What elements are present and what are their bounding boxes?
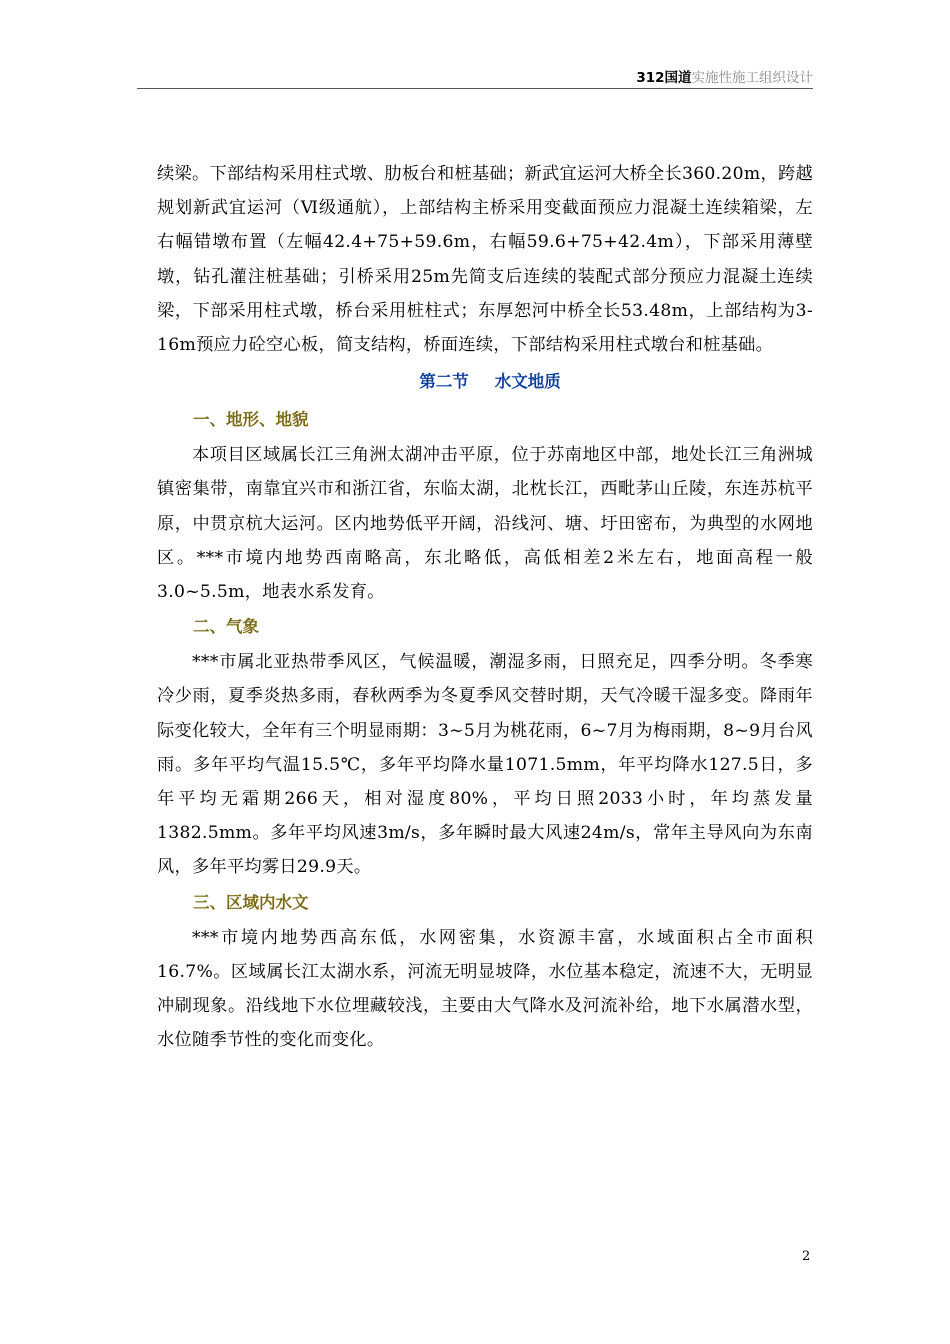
subsection-text-weather: ***市属北亚热带季风区，气候温暖，潮湿多雨，日照充足，四季分明。冬季寒冷少雨，夏季炎热多雨，春秋两季为冬夏季风交替时期，天气冷暖干湿多变。降雨年际变化较大，全年有三个明显雨期：3~5月为桃花雨，6~7月为梅雨期，8~9月台风雨。多年平均气温15.5℃，多年平均降水量1071.5mm，年平均降水127.5日，多年平均无霜期266天，相对湿度80%，平均日照2033小时，年均蒸发量1382.5mm。多年平均风速3m/s，多年瞬时最大风速24m/s，常年主导风向为东南风，多年平均雾日29.9天。 bbox=[157, 652, 813, 878]
section-name: 水文地质 bbox=[494, 372, 561, 392]
header-title bbox=[636, 66, 813, 86]
header-title-light: 实施性施工组织设计 bbox=[691, 70, 813, 86]
page-content bbox=[157, 157, 813, 1057]
intro-paragraph: 续梁。下部结构采用柱式墩、肋板台和桩基础；新武宜运河大桥全长360.20m，跨越规划新武宜运河（Ⅵ级通航），上部结构主桥采用变截面预应力混凝土连续箱梁，左右幅错墩布置（左幅42.4+75+59.6m，右幅59.6+75+42.4m），下部采用薄壁墩，钻孔灌注桩基础；引桥采用25m先简支后连续的装配式部分预应力混凝土连续梁，下部采用柱式墩，桥台采用桩柱式；东厚恕河中桥全长53.48m，上部结构为3-16m预应力砼空心板，简支结构，桥面连续，下部结构采用柱式墩台和桩基础。 bbox=[157, 164, 813, 356]
section-title bbox=[157, 362, 813, 402]
page-header bbox=[137, 62, 813, 90]
subsection-title-hydrology: 三、区域内水文 bbox=[193, 892, 309, 912]
page-number: 2 bbox=[802, 1249, 811, 1264]
subsection-title-weather: 二、气象 bbox=[193, 617, 259, 637]
header-divider bbox=[137, 88, 813, 89]
subsection-text-hydrology: ***市境内地势西高东低，水网密集，水资源丰富，水域面积占全市面积16.7%。区域属长江太湖水系，河流无明显坡降，水位基本稳定，流速不大，无明显冲刷现象。沿线地下水位埋藏较浅，主要由大气降水及河流补给，地下水属潜水型，水位随季节性的变化而变化。 bbox=[157, 927, 813, 1051]
section-number: 第二节 bbox=[419, 372, 469, 392]
subsection-title-terrain: 一、地形、地貌 bbox=[193, 410, 309, 430]
header-title-bold: 312国道 bbox=[636, 70, 692, 86]
subsection-text-terrain: 本项目区域属长江三角洲太湖冲击平原，位于苏南地区中部，地处长江三角洲城镇密集带，南靠宜兴市和浙江省，东临太湖，北枕长江，西毗茅山丘陵，东连苏杭平原，中贯京杭大运河。区内地势低平开阔，沿线河、塘、圩田密布，为典型的水网地区。***市境内地势西南略高，东北略低，高低相差2米左右，地面高程一般3.0~5.5m，地表水系发育。 bbox=[157, 445, 813, 603]
